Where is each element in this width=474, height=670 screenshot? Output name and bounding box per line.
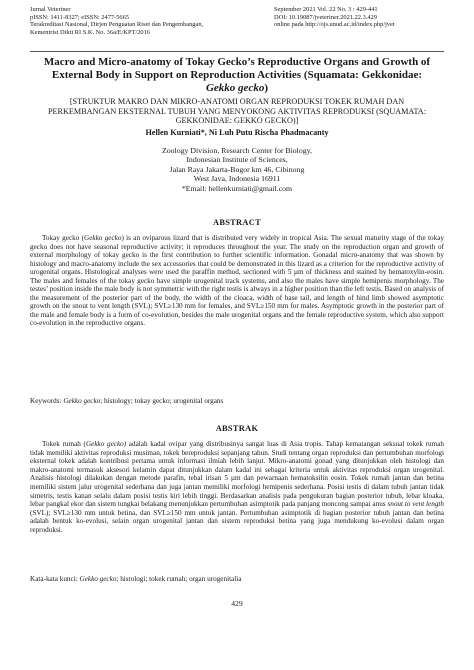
accreditation: Terakreditasi Nasional, Dirjen Penguatan Riset dan Pengembangan,	[30, 21, 204, 29]
abstrak-heading: ABSTRAK	[215, 424, 259, 433]
author-email: *Email: hellenkurniati@gmail.com	[181, 183, 293, 193]
kata-kata-kunci: Kata-kata kunci: Gekko gecko; histologi; tokek rumah; organ urogenitalia	[30, 575, 242, 583]
issue-info: September 2021 Vol. 22 No. 3 : 429-441	[274, 6, 378, 13]
abstract-body: Tokay gecko (Gekko gecko) is an oviparous lizard that is distributed very widely in tropical Asia. The sexual maturity stage of the tokay gecko does not have seasonal reproductive activity; it reproduces throughout the year. The study on the reproduction organ and growth of external morphology of tokay gecko is the first contribution to further scientific information. Gonadal micro-anatomy that was shown by histology and macro-anatomy include the sex accessories that could be demonstrated in this lizard as a criterion for the reproductive activity of urogenital organs. Histological analyses were used the paraffin method, sectioned with 5 µm of thickness and stained by hematoxylin-eosin. The males and females of the tokay gecko have simple urogenital track systems, and also the males have simple hemipenis morphology. The testes’ position inside the male body is not symmetric with the right testis is always in a higher position than the left testis. Based on analysis of the measurement of the posterior part of the body, the width of the cloaca, width of base tail, and length of hind limb showed asymptotic growth on the snout to vent length (SVL); SVL≥130 mm for females, and SVL≥150 mm for males. Asymptotic growth in the posterior part of the male and female body is a form of co-evolution, besides the male urogenital organs and the female reproductive system, which also support co-evolution in the reproductive organs.	[30, 234, 444, 327]
doi: DOI: 10.19087/jveteriner.2021.22.3.429	[274, 13, 377, 21]
issn: pISSN: 1411-8327; eISSN: 2477-5665	[30, 13, 129, 21]
masthead-right	[274, 6, 444, 29]
accreditation-number: Kementrist Dikti RI S.K. No. 36a/E/KPT/2016	[30, 28, 150, 36]
species-name: Gekko gecko	[205, 82, 265, 94]
header-divider	[30, 51, 444, 52]
online-url: online pada http://ojs.unud.ac.id/index.php/jvet	[274, 21, 395, 29]
masthead-left	[30, 6, 245, 36]
affiliation: Zoology Division, Research Center for Biology, Indonesian Institute of Sciences, Jalan Raya Jakarta-Bogor km 46, Cibinong West Java, Indonesia 16911 *Email: hellenkurniati@gmail.com	[30, 146, 444, 193]
abstract-heading: ABSTRACT	[212, 218, 261, 227]
journal-name: Jurnal Veteriner	[30, 6, 71, 13]
paper-title: Macro and Micro-anatomy of Tokay Gecko’s Reproductive Organs and Growth of External Body in Support on Reproduction Activities (Squamata: Gekkonidae: Gekko gecko)	[43, 56, 431, 94]
abstrak-body: Tokek rumah (Gekko gecko) adalah kadal ovipar yang distribusinya sangat luas di Asia tropis. Tahap kematangan seksual tokek rumah tidak memiliki aktivitas reproduksi musiman, tokek bereproduksi sepanjang tahun. Studi tentang organ reproduksi dan pertumbuhan morfologi eksternal tokek adalah kontribusi pertama untuk informasi ilmiah lebih lanjut. Mikro-anatomi gonad yang ditunjukkan oleh histologi dan makro-anatomi termasuk aksesori kelamin dapat ditunjukkan dalam kadal ini sebagai kriteria untuk aktivitas reproduksi organ urogenital. Analisis histologi dilakukan dengan metode parafin, tebal irisan 5 µm dan pewarnaan hematoksilin eosin. Tokek rumah jantan dan betina memiliki sistem jalur urogenital sederhana dan juga jantan memiliki morfologi hemipenis sederhana. Posisi testis di dalam tubuh jantan tidak simetris, testis kanan selalu dalam posisi testis kiri lebih tinggi. Berdasarkan analisis pada pengukuran bagian posterior tubuh, lebar kloaka, lebar pangkal ekor dan sistem tungkai belakang menunjukkan pertumbuhan asimptotik pada panjang moncong sampai anus snout to vent length (SVL); SVL≥130 mm untuk betina, dan SVL≥150 mm untuk jantan. Pertumbuhan asimptotik di bagian posterior tubuh jantan dan betina adalah bentuk ko-evolusi, selain organ urogenital jantan dan sistem reproduksi betina yang juga mendukung ko-evolusi dalam organ reproduksi.	[30, 440, 444, 534]
keywords: Keywords: Gekko gecko; histology; tokay gecko; urogenital organs	[30, 397, 224, 405]
authors: Hellen Kurniati*, Ni Luh Putu Rischa Phadmacanty	[145, 128, 329, 137]
paper-subtitle-indonesian: [STRUKTUR MAKRO DAN MIKRO-ANATOMI ORGAN REPRODUKSI TOKEK RUMAH DAN PERKEMBANGAN EKSTERNAL TUBUH YANG MENYOKONG AKTIVITAS REPRODUKSI (SQUAMATA: GEKKONIDAE: GEKKO GECKO)]	[48, 97, 426, 126]
page-number: 429	[231, 599, 243, 608]
